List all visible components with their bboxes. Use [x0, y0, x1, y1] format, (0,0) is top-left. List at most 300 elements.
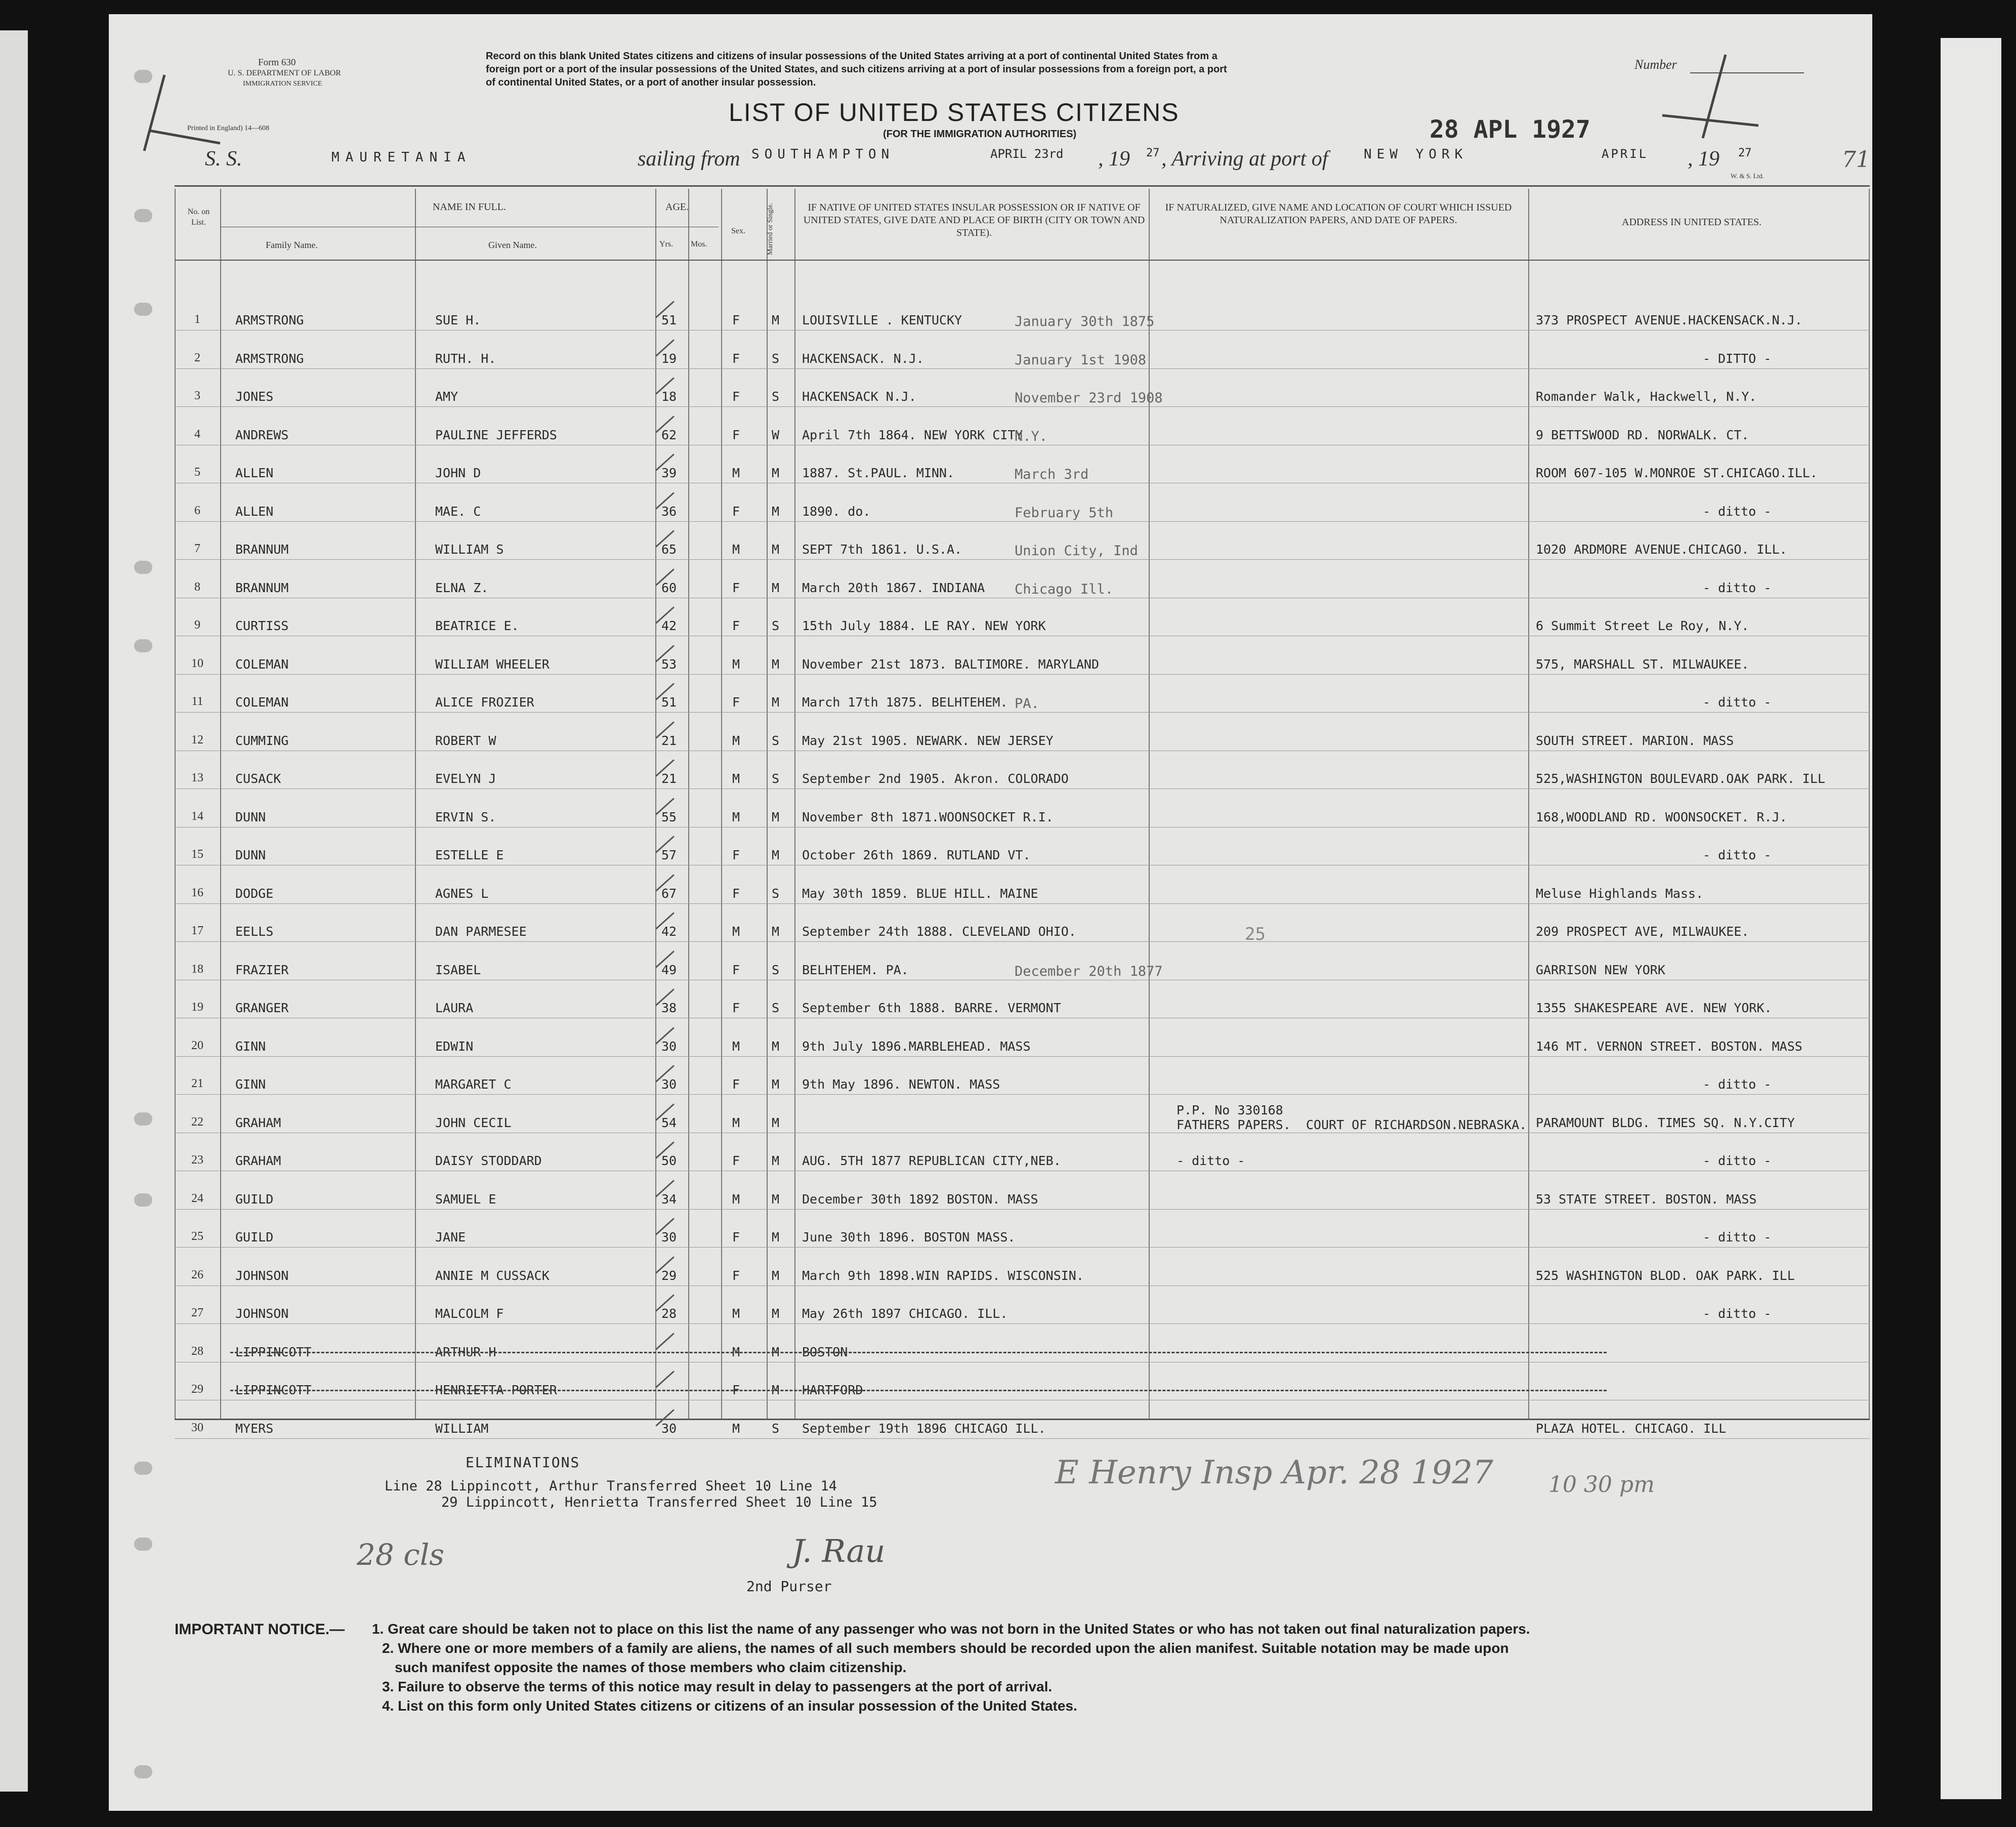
sex: F	[732, 1077, 740, 1092]
birth-date-handwritten: January 1st 1908	[1015, 352, 1147, 368]
punch-hole	[134, 303, 152, 316]
birth-place: SEPT 7th 1861. U.S.A.	[802, 542, 962, 557]
family-name: GRANGER	[235, 1001, 289, 1015]
birth-place: 9th May 1896. NEWTON. MASS	[802, 1077, 1000, 1092]
punch-hole	[134, 1462, 152, 1475]
age: 50	[661, 1153, 677, 1168]
marital-status: S	[772, 1421, 780, 1436]
sex: F	[732, 427, 740, 442]
family-name: BRANNUM	[235, 580, 289, 595]
sex: M	[732, 1191, 740, 1207]
instruction-line-2: foreign port or a port of the insular possessions of the United States, and such citizens arriving at a port of insular possessions from a foreign port, a port	[486, 64, 1227, 75]
age: 55	[661, 809, 677, 824]
table-top-rule	[175, 185, 1870, 187]
marital-status: M	[772, 466, 780, 480]
col-rule	[1149, 189, 1150, 1419]
us-address: 146 MT. VERNON STREET. BOSTON. MASS	[1536, 1039, 1802, 1054]
marital-status: S	[772, 618, 780, 633]
ss-label: S. S.	[205, 147, 242, 171]
birth-place: HARTFORD	[802, 1383, 863, 1397]
sex: M	[732, 733, 740, 748]
given-name: ISABEL	[435, 962, 481, 977]
family-name: MYERS	[235, 1421, 274, 1436]
service: IMMIGRATION SERVICE	[243, 80, 322, 88]
punch-hole	[134, 1112, 152, 1126]
sex: F	[732, 695, 740, 710]
col-no-on-list: No. on List.	[187, 207, 210, 227]
col-family-name: Family Name.	[266, 240, 318, 250]
instruction-line-1: Record on this blank United States citizens and citizens of insular possessions of the United States arriving at a port of continental United States from a	[486, 51, 1217, 62]
birth-date-handwritten: PA.	[1015, 696, 1039, 712]
row-number: 24	[191, 1191, 203, 1205]
family-name: LIPPINCOTT	[235, 1344, 312, 1359]
given-name: LAURA	[435, 1001, 474, 1015]
age: 21	[661, 771, 677, 786]
page-title: LIST OF UNITED STATES CITIZENS	[729, 98, 1180, 127]
row-number: 28	[191, 1344, 203, 1358]
arrival-year-prefix: , 19	[1688, 147, 1719, 171]
row-number: 7	[194, 542, 200, 555]
age: 57	[661, 848, 677, 862]
marital-status: M	[772, 848, 780, 862]
purser-signature: J. Rau	[792, 1532, 886, 1569]
elimination-line-2: 29 Lippincott, Henrietta Transferred Sheet 10 Line 15	[441, 1494, 877, 1510]
birth-place: November 8th 1871.WOONSOCKET R.I.	[802, 809, 1054, 824]
given-name: AMY	[435, 389, 458, 404]
row-number: 8	[194, 580, 200, 594]
number-label: Number	[1634, 57, 1677, 72]
row-number: 11	[191, 695, 203, 708]
row-rule	[175, 674, 1870, 675]
row-number: 29	[191, 1383, 203, 1396]
us-address: 209 PROSPECT AVE, MILWAUKEE.	[1536, 924, 1749, 939]
given-name: WILLIAM	[435, 1421, 489, 1436]
sex: M	[732, 771, 740, 786]
strike-through-line	[230, 1352, 1607, 1353]
us-address: 1355 SHAKESPEARE AVE. NEW YORK.	[1536, 1001, 1772, 1015]
sailing-port: SOUTHAMPTON	[751, 147, 895, 162]
given-name: DAISY STODDARD	[435, 1153, 542, 1168]
row-number: 15	[191, 848, 203, 861]
given-name: AGNES L	[435, 886, 489, 901]
age: 30	[661, 1077, 677, 1092]
col-rule	[1528, 189, 1529, 1419]
col-naturalized: IF NATURALIZED, GIVE NAME AND LOCATION OF COURT WHICH ISSUED NATURALIZATION PAPERS, AND DATE OF PAPERS.	[1165, 202, 1512, 226]
us-address: PARAMOUNT BLDG. TIMES SQ. N.Y.CITY	[1536, 1115, 1795, 1130]
us-address: - ditto -	[1703, 695, 1772, 710]
sex: F	[732, 1230, 740, 1244]
row-rule	[175, 1323, 1870, 1324]
row-number: 23	[191, 1153, 203, 1167]
col-age: AGE.	[665, 201, 689, 213]
row-number: 22	[191, 1115, 203, 1129]
notice-item: 2. Where one or more members of a family are aliens, the names of all such members should be recorded upon the alien manifest. Suitable notation may be made upon	[382, 1640, 1509, 1656]
row-number: 20	[191, 1039, 203, 1052]
us-address: - ditto -	[1703, 580, 1772, 595]
birth-date-handwritten: Chicago Ill.	[1015, 581, 1114, 597]
right-margin-strip	[1941, 38, 2001, 1799]
row-number: 4	[194, 427, 200, 441]
col-yrs: Yrs.	[659, 240, 674, 248]
age: 42	[661, 924, 677, 939]
notice-item: 4. List on this form only United States citizens or citizens of an insular possession of the United States.	[382, 1698, 1077, 1714]
sex: F	[732, 351, 740, 366]
marital-status: S	[772, 886, 780, 901]
tally-check-icon	[655, 1333, 675, 1350]
us-address: 525,WASHINGTON BOULEVARD.OAK PARK. ILL	[1536, 771, 1825, 786]
sex: M	[732, 1039, 740, 1054]
sex: M	[732, 542, 740, 557]
us-address: 525 WASHINGTON BLOD. OAK PARK. ILL	[1536, 1268, 1795, 1283]
marital-status: M	[772, 924, 780, 939]
row-number: 10	[191, 656, 203, 670]
birth-place: March 9th 1898.WIN RAPIDS. WISCONSIN.	[802, 1268, 1084, 1283]
row-number: 21	[191, 1077, 203, 1090]
marital-status: S	[772, 389, 780, 404]
purser-title: 2nd Purser	[746, 1578, 832, 1595]
birth-place: 1887. St.PAUL. MINN.	[802, 466, 955, 480]
given-name: ANNIE M CUSSACK	[435, 1268, 550, 1283]
arrival-month: APRIL	[1602, 147, 1649, 161]
sex: F	[732, 389, 740, 404]
given-name: WILLIAM S	[435, 542, 504, 557]
punch-hole	[134, 1193, 152, 1207]
marital-status: M	[772, 1153, 780, 1168]
birth-place: September 24th 1888. CLEVELAND OHIO.	[802, 924, 1076, 939]
birth-place: November 21st 1873. BALTIMORE. MARYLAND	[802, 656, 1099, 672]
row-rule	[175, 1438, 1870, 1439]
given-name: EVELYN J	[435, 771, 496, 786]
arrival-stamp: 28 APL 1927	[1430, 115, 1590, 144]
sail-year: 27	[1146, 147, 1160, 159]
row-number: 14	[191, 809, 203, 823]
punch-hole	[134, 1538, 152, 1551]
marital-status: M	[772, 580, 780, 595]
birth-date-handwritten: November 23rd 1908	[1015, 390, 1163, 406]
sex: M	[732, 466, 740, 480]
family-name: ANDREWS	[235, 427, 289, 442]
family-name: JOHNSON	[235, 1306, 289, 1321]
tally-check-icon	[655, 1371, 675, 1388]
us-address: 53 STATE STREET. BOSTON. MASS	[1536, 1191, 1757, 1207]
sail-year-prefix: , 19	[1098, 147, 1130, 171]
given-name: ALICE FROZIER	[435, 695, 534, 710]
arriving-label: , Arriving at port of	[1161, 147, 1328, 171]
given-name: ELNA Z.	[435, 580, 489, 595]
row-number: 25	[191, 1230, 203, 1243]
manifest-sheet	[109, 14, 1872, 1811]
sex: M	[732, 1306, 740, 1321]
given-name: ESTELLE E	[435, 848, 504, 862]
birth-place: April 7th 1864. NEW YORK CITY	[802, 427, 1023, 442]
birth-date-handwritten: Union City, Ind	[1015, 543, 1138, 559]
row-number: 18	[191, 962, 203, 976]
given-name: ERVIN S.	[435, 809, 496, 824]
col-birth: IF NATIVE OF UNITED STATES INSULAR POSSESSION OR IF NATIVE OF UNITED STATES, GIVE DATE AND PLACE OF BIRTH (CITY OR TOWN AND STATE).	[803, 202, 1145, 238]
marital-status: M	[772, 1115, 780, 1130]
punch-hole	[134, 561, 152, 574]
age: 30	[661, 1421, 677, 1436]
sex: F	[732, 1268, 740, 1283]
notice-item: such manifest opposite the names of those members who claim citizenship.	[395, 1659, 907, 1675]
form-number: Form 630	[258, 57, 296, 68]
marital-status: M	[772, 542, 780, 557]
row-rule	[175, 559, 1870, 560]
birth-place: 1890. do.	[802, 504, 871, 519]
birth-place: October 26th 1869. RUTLAND VT.	[802, 848, 1031, 862]
us-address: 9 BETTSWOOD RD. NORWALK. CT.	[1536, 427, 1749, 442]
punch-hole	[134, 1765, 152, 1778]
age: 39	[661, 466, 677, 480]
us-address: Romander Walk, Hackwell, N.Y.	[1536, 389, 1757, 404]
row-rule	[175, 903, 1870, 904]
row-rule	[175, 941, 1870, 942]
family-name: ARMSTRONG	[235, 351, 304, 366]
family-name: DUNN	[235, 848, 266, 862]
family-name: GINN	[235, 1077, 266, 1092]
marital-status: M	[772, 313, 780, 327]
sex: M	[732, 809, 740, 824]
sex: M	[732, 924, 740, 939]
us-address: - ditto -	[1703, 1306, 1772, 1321]
us-address: 6 Summit Street Le Roy, N.Y.	[1536, 618, 1749, 633]
birth-date-handwritten: December 20th 1877	[1015, 963, 1163, 979]
sailing-label: sailing from	[638, 147, 740, 171]
given-name: MAE. C	[435, 504, 481, 519]
birth-place: 15th July 1884. LE RAY. NEW YORK	[802, 618, 1046, 633]
inspector-signature: E Henry Insp Apr. 28 1927	[1055, 1454, 1493, 1491]
row-number: 17	[191, 924, 203, 937]
us-address: PLAZA HOTEL. CHICAGO. ILL	[1536, 1421, 1727, 1436]
marital-status: M	[772, 809, 780, 824]
notice-label: IMPORTANT NOTICE.—	[175, 1621, 345, 1638]
marital-status: M	[772, 1191, 780, 1207]
birth-place: September 2nd 1905. Akron. COLORADO	[802, 771, 1069, 786]
marital-status: S	[772, 351, 780, 366]
col-mos: Mos.	[691, 240, 707, 248]
row-rule	[175, 1285, 1870, 1286]
row-rule	[175, 521, 1870, 522]
row-rule	[175, 1094, 1870, 1095]
col-rule	[688, 189, 689, 1419]
family-name: GINN	[235, 1039, 266, 1054]
us-address: - ditto -	[1703, 504, 1772, 519]
sex: M	[732, 1344, 740, 1359]
marital-status: S	[772, 962, 780, 977]
col-married-single: Married or Single.	[767, 202, 774, 255]
row-number: 5	[194, 466, 200, 479]
marital-status: M	[772, 504, 780, 519]
row-number: 6	[194, 504, 200, 517]
family-name: GUILD	[235, 1230, 274, 1244]
row-number: 12	[191, 733, 203, 746]
sex: F	[732, 962, 740, 977]
marital-status: S	[772, 733, 780, 748]
family-name: ALLEN	[235, 466, 274, 480]
family-name: DODGE	[235, 886, 274, 901]
row-rule	[175, 368, 1870, 369]
row-number: 3	[194, 389, 200, 402]
birth-place: March 17th 1875. BELHTEHEM.	[802, 695, 1008, 710]
age: 34	[661, 1191, 677, 1207]
given-name: RUTH. H.	[435, 351, 496, 366]
inspection-time: 10 30 pm	[1548, 1472, 1655, 1498]
col-rule	[220, 189, 221, 1419]
instruction-line-3: of continental United States, or a port of another insular possession.	[486, 77, 816, 88]
row-rule	[175, 788, 1870, 789]
family-name: BRANNUM	[235, 542, 289, 557]
col-sex: Sex.	[731, 227, 745, 235]
age: 49	[661, 962, 677, 977]
ws-label: W. & S. Ltd.	[1731, 172, 1764, 180]
birth-place: March 20th 1867. INDIANA	[802, 580, 985, 595]
marital-status: M	[772, 1344, 780, 1359]
row-number: 30	[191, 1421, 203, 1434]
us-address: ROOM 607-105 W.MONROE ST.CHICAGO.ILL.	[1536, 466, 1818, 480]
col-rule	[794, 189, 795, 1419]
age: 51	[661, 695, 677, 710]
birth-place: May 30th 1859. BLUE HILL. MAINE	[802, 886, 1038, 901]
birth-place: May 26th 1897 CHICAGO. ILL.	[802, 1306, 1008, 1321]
header-bottom-rule	[175, 260, 1870, 261]
age: 36	[661, 504, 677, 519]
marital-status: M	[772, 1230, 780, 1244]
sex: M	[732, 1115, 740, 1130]
given-name: HENRIETTA PORTER	[435, 1383, 557, 1397]
arrival-port: NEW YORK	[1364, 147, 1468, 162]
family-name: GRAHAM	[235, 1115, 281, 1130]
birth-place: BOSTON	[802, 1344, 848, 1359]
age: 18	[661, 389, 677, 404]
birth-place: September 19th 1896 CHICAGO ILL.	[802, 1421, 1046, 1436]
family-name: JONES	[235, 389, 274, 404]
notice-item: 3. Failure to observe the terms of this notice may result in delay to passengers at the port of arrival.	[382, 1679, 1053, 1694]
sex: F	[732, 848, 740, 862]
marital-status: S	[772, 1001, 780, 1015]
birth-place: HACKENSACK N.J.	[802, 389, 916, 404]
strike-through-line	[230, 1390, 1607, 1391]
us-address: - ditto -	[1703, 1230, 1772, 1244]
birth-place: June 30th 1896. BOSTON MASS.	[802, 1230, 1016, 1244]
given-name: SAMUEL E	[435, 1191, 496, 1207]
age: 42	[661, 618, 677, 633]
marital-status: M	[772, 695, 780, 710]
row-number: 9	[194, 618, 200, 632]
us-address: 1020 ARDMORE AVENUE.CHICAGO. ILL.	[1536, 542, 1787, 557]
family-name: CUSACK	[235, 771, 281, 786]
age: 38	[661, 1001, 677, 1015]
birth-place: May 21st 1905. NEWARK. NEW JERSEY	[802, 733, 1054, 748]
age: 30	[661, 1230, 677, 1244]
age: 67	[661, 886, 677, 901]
sex: F	[732, 1001, 740, 1015]
birth-place: 9th July 1896.MARBLEHEAD. MASS	[802, 1039, 1031, 1054]
birth-place: September 6th 1888. BARRE. VERMONT	[802, 1001, 1061, 1015]
col-name-in-full: NAME IN FULL.	[433, 201, 506, 213]
given-name: EDWIN	[435, 1039, 474, 1054]
birth-place: HACKENSACK. N.J.	[802, 351, 924, 366]
given-name: WILLIAM WHEELER	[435, 656, 550, 672]
row-number: 1	[194, 313, 200, 326]
given-name: PAULINE JEFFERDS	[435, 427, 557, 442]
sex: F	[732, 1153, 740, 1168]
us-address: 168,WOODLAND RD. WOONSOCKET. R.J.	[1536, 809, 1787, 824]
arrival-year: 27	[1738, 147, 1752, 159]
marital-status: W	[772, 427, 780, 442]
us-address: - ditto -	[1703, 1077, 1772, 1092]
col-rule	[175, 189, 176, 1419]
family-name: GUILD	[235, 1191, 274, 1207]
given-name: ARTHUR H	[435, 1344, 496, 1359]
us-address: - DITTO -	[1703, 351, 1772, 366]
birth-place: December 30th 1892 BOSTON. MASS	[802, 1191, 1038, 1207]
marital-status: M	[772, 1039, 780, 1054]
family-name: JOHNSON	[235, 1268, 289, 1283]
check-mark-icon	[1652, 45, 1769, 146]
col-rule	[415, 189, 416, 1419]
us-address: - ditto -	[1703, 1153, 1772, 1168]
age: 60	[661, 580, 677, 595]
given-name: SUE H.	[435, 313, 481, 327]
age: 53	[661, 656, 677, 672]
us-address: Meluse Highlands Mass.	[1536, 886, 1704, 901]
row-number: 16	[191, 886, 203, 899]
marital-status: M	[772, 656, 780, 672]
age: 19	[661, 351, 677, 366]
family-name: CURTISS	[235, 618, 289, 633]
marital-status: M	[772, 1268, 780, 1283]
row-rule	[175, 1056, 1870, 1057]
sex: F	[732, 313, 740, 327]
age: 30	[661, 1039, 677, 1054]
col-rule	[767, 189, 768, 1419]
us-address: SOUTH STREET. MARION. MASS	[1536, 733, 1734, 748]
age: 29	[661, 1268, 677, 1283]
row-rule	[175, 712, 1870, 713]
elimination-line-1: Line 28 Lippincott, Arthur Transferred Sheet 10 Line 14	[385, 1478, 837, 1494]
us-address: 373 PROSPECT AVENUE.HACKENSACK.N.J.	[1536, 313, 1802, 327]
given-name: JOHN D	[435, 466, 481, 480]
sex: F	[732, 504, 740, 519]
age: 28	[661, 1306, 677, 1321]
age: 21	[661, 733, 677, 748]
sailing-date: APRIL 23rd	[990, 147, 1064, 161]
page-subtitle: (FOR THE IMMIGRATION AUTHORITIES)	[883, 129, 1077, 140]
eliminations-title: ELIMINATIONS	[466, 1454, 580, 1471]
punch-hole	[134, 639, 152, 652]
family-name: ARMSTRONG	[235, 313, 304, 327]
given-name: DAN PARMESEE	[435, 924, 527, 939]
sex: F	[732, 1383, 740, 1397]
left-initials: 28 cls	[357, 1538, 445, 1572]
birth-date-handwritten: N.Y.	[1015, 428, 1048, 444]
sex: M	[732, 656, 740, 672]
age: 65	[661, 542, 677, 557]
printed-note: Printed in England) 14—608	[187, 124, 270, 132]
col-rule	[721, 189, 722, 1419]
sex: F	[732, 580, 740, 595]
given-name: ROBERT W	[435, 733, 496, 748]
left-margin-strip	[0, 30, 28, 1792]
check-mark-icon	[129, 55, 240, 156]
given-name: BEATRICE E.	[435, 618, 519, 633]
row-number: 13	[191, 771, 203, 784]
us-address: - ditto -	[1703, 848, 1772, 862]
punch-hole	[134, 209, 152, 222]
birth-date-handwritten: February 5th	[1015, 505, 1114, 521]
birth-date-handwritten: March 3rd	[1015, 467, 1089, 482]
row-rule	[175, 1247, 1870, 1248]
